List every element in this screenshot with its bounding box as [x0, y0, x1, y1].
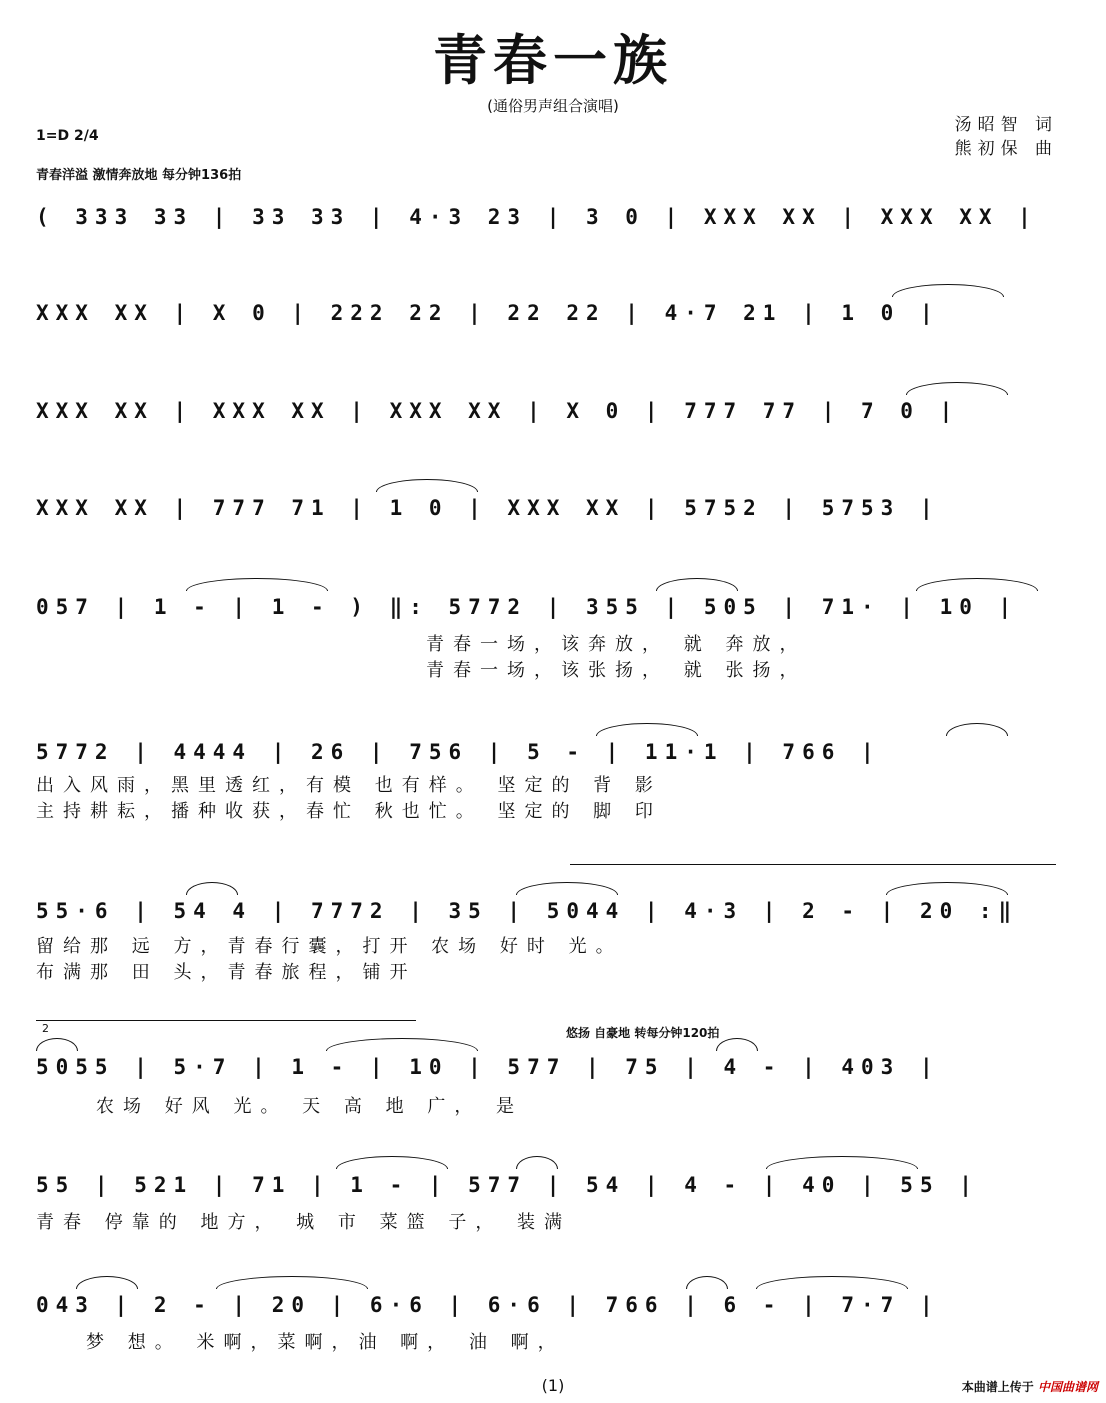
notation-line: 057 | 1 - | 1 - ) ‖: 5772 | 355 | 505 | 71· | 10 | — [36, 595, 1019, 619]
tie-mark — [516, 882, 618, 895]
tie-mark — [716, 1038, 758, 1051]
volta-1-bracket — [570, 864, 1056, 865]
tie-mark — [516, 1156, 558, 1169]
lyric-verse-2: 主持耕耘，播种收获，春忙 秋也忙。 坚定的 脚 印 — [36, 801, 662, 822]
notation-line: ( 333 33 | 33 33 | 4·3 23 | 3 0 | XXX XX | XXX XX | — [36, 205, 1038, 229]
tie-mark — [186, 578, 328, 591]
lyric-verse-1: 出入风雨，黑里透红，有模 也有样。 坚定的 背 影 — [36, 775, 662, 796]
song-title: 青春一族 — [433, 28, 673, 92]
tie-mark — [376, 479, 478, 492]
tie-mark — [596, 723, 698, 736]
tie-mark — [686, 1276, 728, 1289]
lyric-verse-1: 留给那 远 方，青春行囊，打开 农场 好时 光。 — [36, 936, 623, 957]
tie-mark — [756, 1276, 908, 1289]
lyric-line: 农场 好风 光。 天 高 地 广， 是 — [96, 1096, 524, 1117]
lyric-verse-2: 布满那 田 头，青春旅程，铺开 — [36, 962, 417, 983]
tie-mark — [336, 1156, 448, 1169]
volta-2-bracket — [36, 1020, 416, 1021]
tempo-change-marking: 悠扬 自豪地 转每分钟120拍 — [566, 1026, 720, 1040]
notation-line: 55 | 521 | 71 | 1 - | 577 | 54 | 4 - | 40 | 55 | — [36, 1173, 979, 1197]
notation-line: XXX XX | XXX XX | XXX XX | X 0 | 777 77 | 7 0 | — [36, 399, 960, 423]
tie-mark — [186, 882, 238, 895]
lyricist-credit: 汤昭智 词 — [954, 115, 1058, 135]
tie-mark — [766, 1156, 918, 1169]
tie-mark — [946, 723, 1008, 736]
notation-line: XXX XX | X 0 | 222 22 | 22 22 | 4·7 21 | 1 0 | — [36, 301, 940, 325]
notation-line: 043 | 2 - | 20 | 6·6 | 6·6 | 766 | 6 - | 7·7 | — [36, 1293, 940, 1317]
lyric-line: 青春 停靠的 地方， 城 市 菜篮 子， 装满 — [36, 1212, 572, 1233]
upload-footer — [962, 1378, 1098, 1395]
lyric-verse-1: 青春一场，该奔放， 就 奔放， — [426, 634, 807, 655]
lyric-verse-2: 青春一场，该张扬， 就 张扬， — [426, 660, 807, 681]
upload-text: 本曲谱上传于 — [961, 1380, 1034, 1394]
key-signature: 1=D 2/4 — [36, 128, 99, 144]
tie-mark — [76, 1276, 138, 1289]
page-number: (1) — [541, 1376, 565, 1395]
site-logo[interactable]: 中国曲谱网 — [1037, 1380, 1098, 1394]
performance-note: (通俗男声组合演唱) — [487, 97, 619, 115]
notation-line: 5055 | 5·7 | 1 - | 10 | 577 | 75 | 4 - | 403 | — [36, 1055, 940, 1079]
tie-mark — [906, 382, 1008, 395]
tie-mark — [36, 1038, 78, 1051]
tie-mark — [886, 882, 1008, 895]
tie-mark — [216, 1276, 368, 1289]
tie-mark — [656, 578, 738, 591]
tie-mark — [326, 1038, 478, 1051]
volta-2-number: 2 — [42, 1022, 49, 1035]
lyric-line: 梦 想。 米啊，菜啊，油 啊， 油 啊， — [86, 1332, 565, 1353]
tempo-marking: 青春洋溢 激情奔放地 每分钟136拍 — [36, 168, 242, 183]
tie-mark — [892, 284, 1004, 297]
notation-line: 55·6 | 54 4 | 7772 | 35 | 5044 | 4·3 | 2 - | 20 :‖ — [36, 899, 1019, 923]
tie-mark — [916, 578, 1038, 591]
notation-line: XXX XX | 777 71 | 1 0 | XXX XX | 5752 | 5753 | — [36, 496, 940, 520]
composer-credit: 熊初保 曲 — [954, 139, 1058, 159]
notation-line: 5772 | 4444 | 26 | 756 | 5 - | 11·1 | 766 | — [36, 740, 881, 764]
